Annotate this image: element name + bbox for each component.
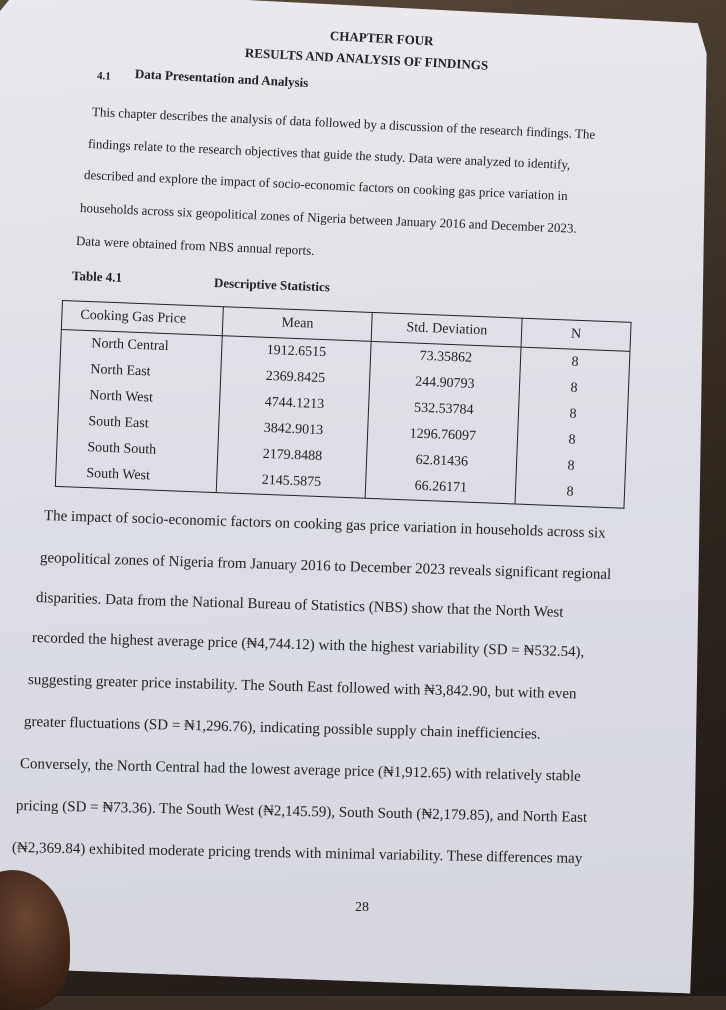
body-line-7: Conversely, the North Central had the lowest average price (₦1,912.65) with relatively stable (19, 756, 581, 785)
zone-cell: South South (56, 434, 218, 466)
std-cell: 66.26171 (366, 472, 517, 504)
n-cell: 8 (519, 374, 629, 404)
n-cell: 8 (516, 452, 626, 482)
chapter-title: RESULTS AND ANALYSIS OF FINDINGS (244, 45, 489, 73)
header-n: N (521, 318, 631, 351)
body-line-6: greater fluctuations (SD = ₦1,296.76), indicating possible supply chain inefficiencies. (23, 714, 541, 743)
body-line-8: pricing (SD = ₦73.36). The South West (₦2,145.59), South South (₦2,179.85), and North East (15, 798, 588, 826)
body-line-3: disparities. Data from the National Bureau of Statistics (NBS) show that the North West (35, 590, 564, 621)
body-line-1: The impact of socio-economic factors on cooking gas price variation in households across six (43, 508, 606, 542)
header-mean: Mean (222, 307, 372, 342)
std-cell: 73.35862 (371, 341, 522, 373)
std-cell: 244.90793 (370, 368, 521, 400)
mean-cell: 1912.6515 (221, 336, 371, 368)
zone-cell: North Central (60, 329, 222, 362)
intro-line-1: This chapter describes the analysis of data followed by a discussion of the research findings. The (91, 104, 596, 142)
intro-line-5: Data were obtained from NBS annual reports. (75, 233, 315, 258)
body-line-4: recorded the highest average price (₦4,744.12) with the highest variability (SD = ₦532.54), (31, 630, 585, 661)
mean-cell: 2179.8488 (217, 440, 367, 472)
body-line-5: suggesting greater price instability. The South East followed with ₦3,842.90, but with even (27, 672, 577, 703)
mean-cell: 2145.5875 (216, 466, 366, 498)
intro-line-3: described and explore the impact of socio-economic factors on cooking gas price variation in (83, 167, 568, 204)
section-heading: Data Presentation and Analysis (134, 66, 309, 91)
n-cell: 8 (515, 478, 625, 509)
section-number: 4.1 (96, 70, 112, 83)
chapter-label: CHAPTER FOUR (329, 28, 434, 49)
std-cell: 532.53784 (369, 394, 520, 426)
zone-cell: North West (58, 382, 220, 414)
table-label: Table 4.1 (71, 268, 123, 285)
intro-line-2: findings relate to the research objectives that guide the study. Data were analyzed to identify, (87, 136, 571, 173)
page-number: 28 (355, 900, 369, 915)
header-cooking-gas-price: Cooking Gas Price (61, 301, 223, 336)
zone-cell: South West (55, 460, 217, 493)
std-cell: 1296.76097 (368, 420, 519, 452)
body-line-9: (₦2,369.84) exhibited moderate pricing trends with minimal variability. These differences may (11, 840, 583, 867)
zone-cell: South East (57, 408, 219, 440)
body-line-2: geopolitical zones of Nigeria from January 2016 to December 2023 reveals significant regional (39, 550, 612, 583)
n-cell: 8 (520, 347, 630, 378)
n-cell: 8 (517, 426, 627, 456)
zone-cell: North East (59, 356, 221, 388)
mean-cell: 4744.1213 (219, 388, 369, 420)
mean-cell: 3842.9013 (218, 414, 368, 446)
n-cell: 8 (518, 400, 628, 430)
descriptive-statistics-table (55, 300, 632, 509)
table-caption: Descriptive Statistics (213, 275, 331, 295)
mean-cell: 2369.8425 (220, 362, 370, 394)
intro-line-4: households across six geopolitical zones of Nigeria between January 2016 and December 2023. (79, 200, 578, 236)
std-cell: 62.81436 (367, 446, 518, 478)
header-std-deviation: Std. Deviation (372, 312, 523, 347)
